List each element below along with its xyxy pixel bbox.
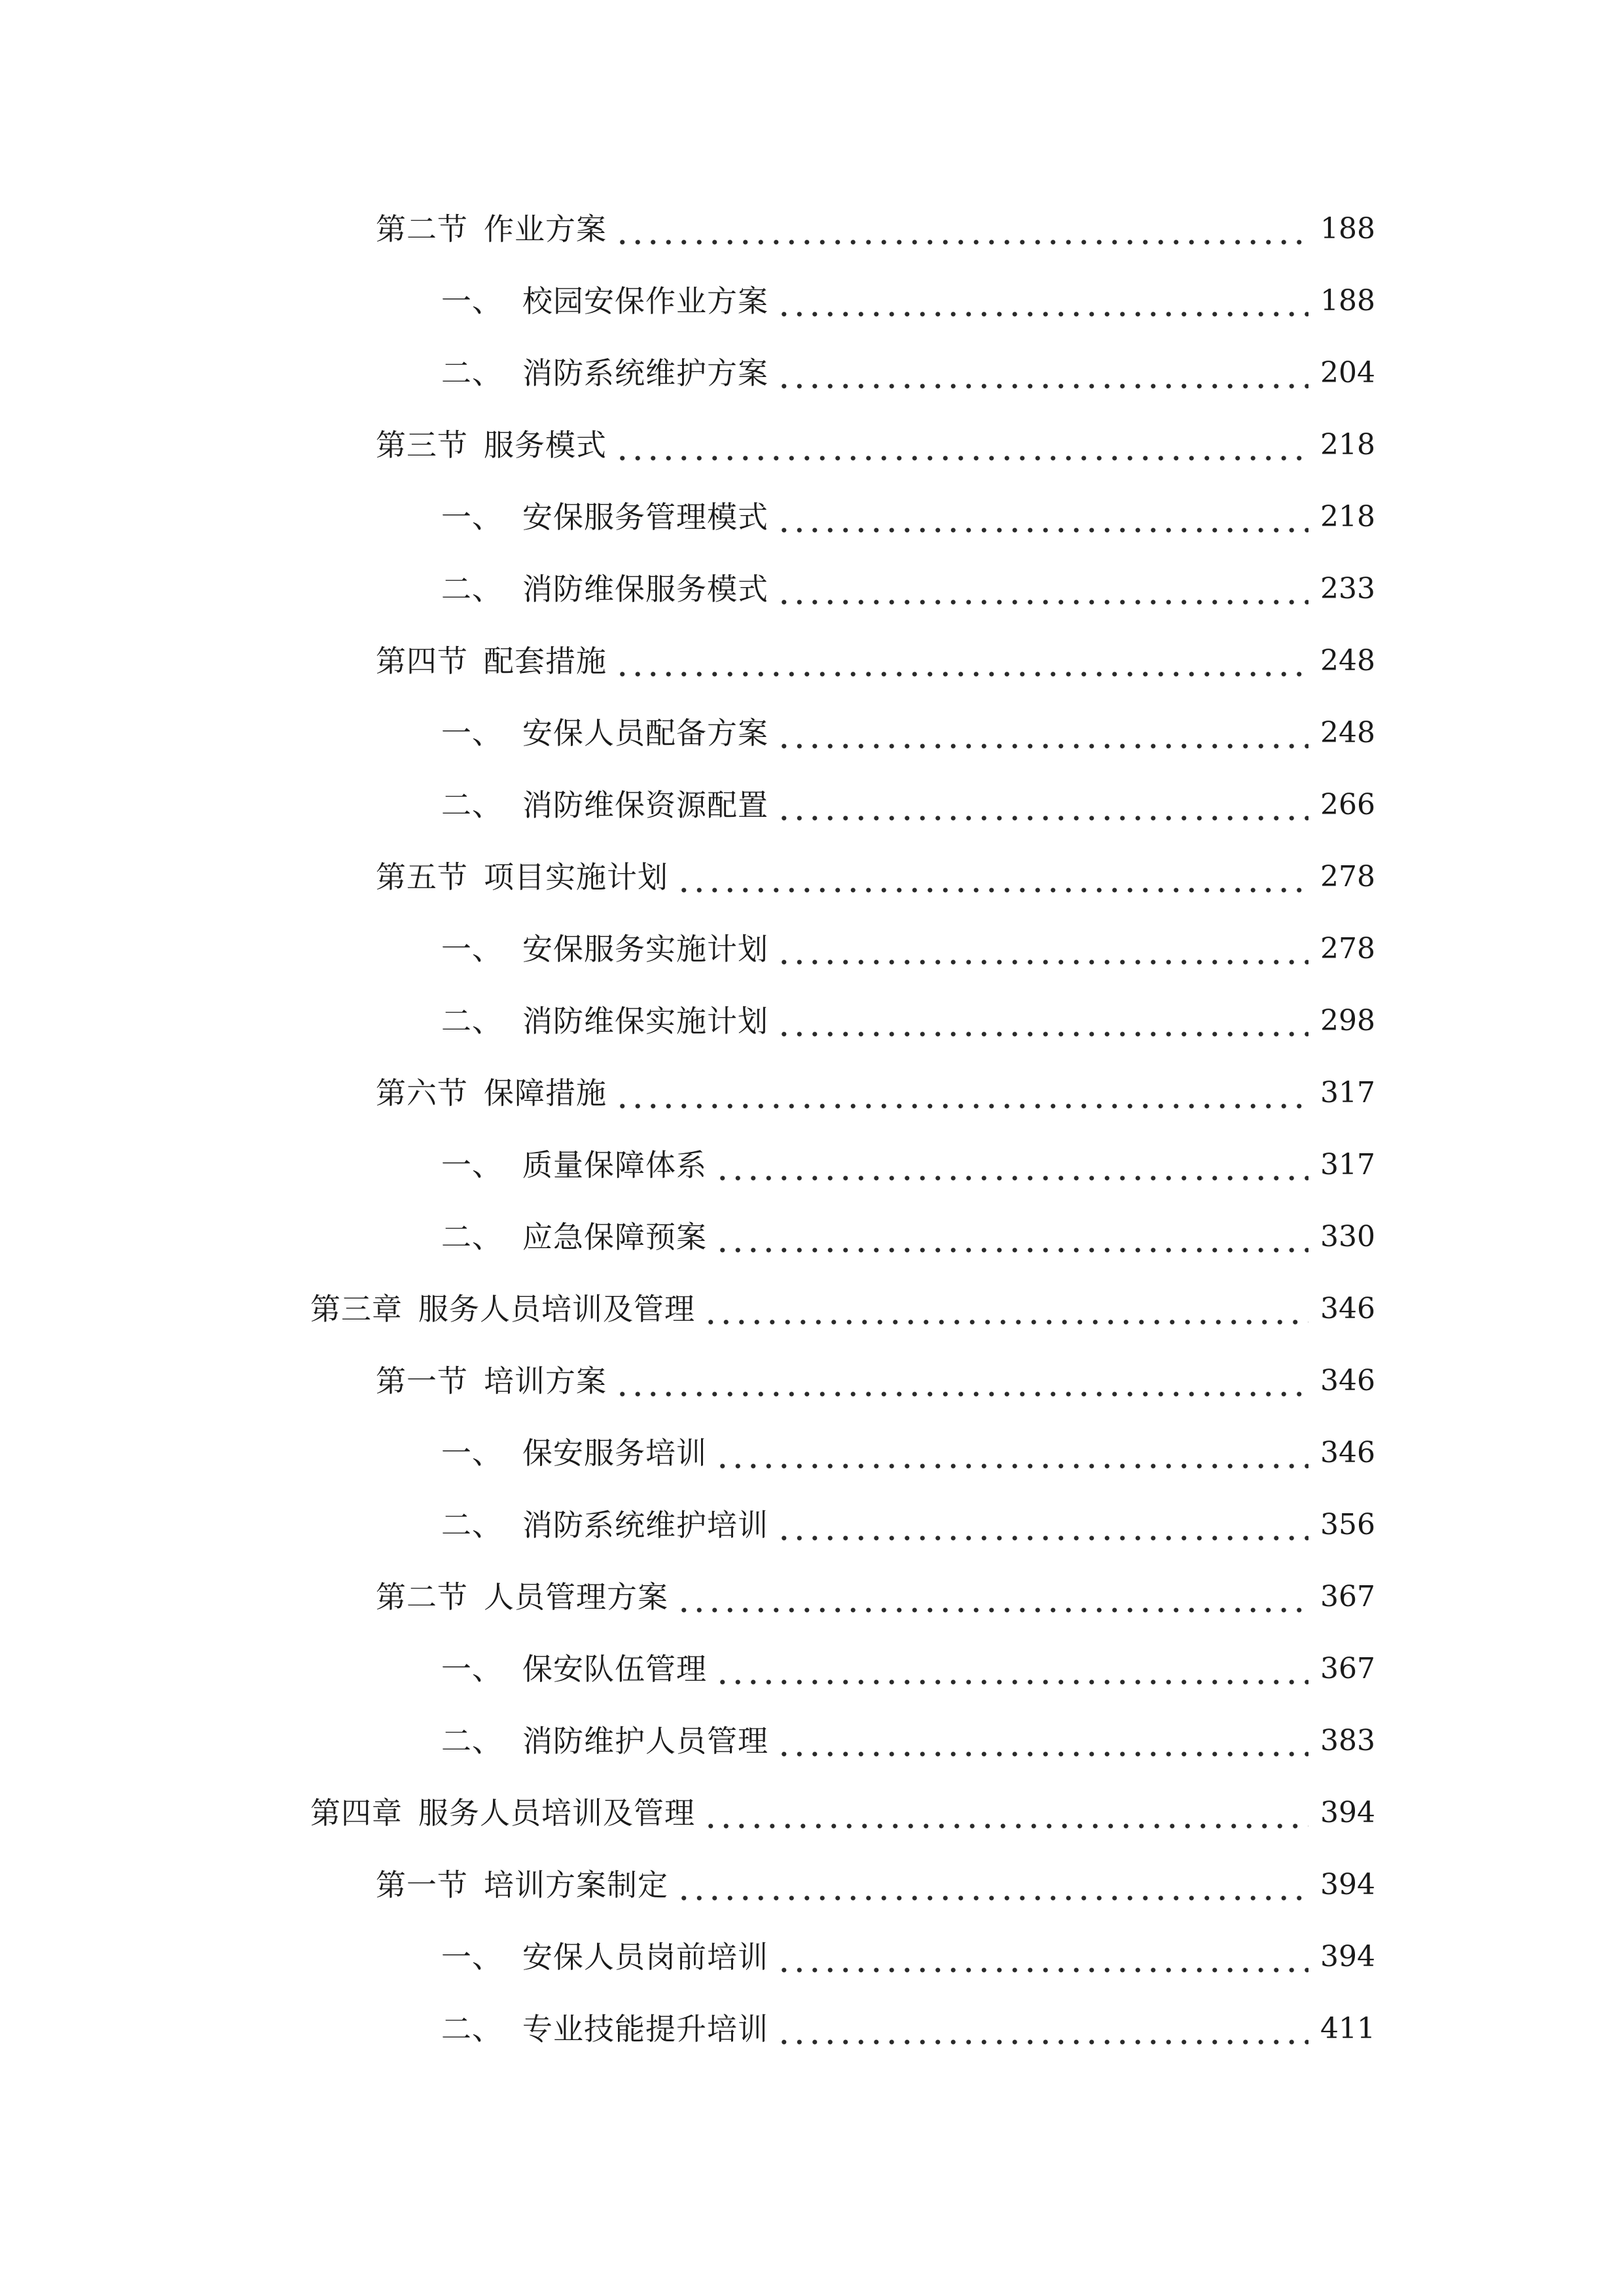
toc-dot-leader: [776, 275, 1308, 327]
toc-entry-page: 394: [1320, 1940, 1375, 1973]
toc-entry-page: 383: [1320, 1724, 1375, 1757]
toc-entry-title: 应急保障预案: [522, 1219, 707, 1255]
toc-entry-title: 消防维保实施计划: [522, 1003, 768, 1039]
toc-dot-leader: [776, 563, 1308, 615]
toc-dot-leader: [615, 419, 1308, 471]
toc-entry-prefix: 一、: [441, 283, 503, 319]
toc-entry-prefix: 二、: [441, 787, 503, 823]
toc-entry-page: 367: [1320, 1652, 1375, 1685]
toc-entry-prefix: 二、: [441, 2011, 503, 2047]
toc-entry-prefix: 第一节: [376, 1363, 468, 1399]
toc-entry-page: 233: [1320, 572, 1375, 605]
toc-entry-prefix: 二、: [441, 571, 503, 607]
toc-entry-section[interactable]: [376, 1571, 1374, 1623]
toc-entry-title: 消防维护人员管理: [522, 1723, 768, 1759]
toc-dot-leader: [776, 1499, 1308, 1551]
toc-entry-page: 278: [1320, 932, 1375, 965]
toc-entry-page: 394: [1320, 1868, 1375, 1901]
toc-entry-item[interactable]: [441, 1499, 1374, 1551]
toc-dot-leader: [776, 491, 1308, 543]
toc-entry-title: 保安队伍管理: [522, 1651, 707, 1687]
toc-entry-prefix: 第四章: [310, 1795, 403, 1831]
toc-dot-leader: [676, 1571, 1308, 1623]
toc-entry-prefix: 一、: [441, 1147, 503, 1183]
toc-dot-leader: [776, 923, 1308, 975]
toc-entry-title: 消防系统维护方案: [522, 355, 768, 391]
toc-entry-prefix: 第四节: [376, 643, 468, 679]
toc-entry-prefix: 第五节: [376, 859, 468, 895]
toc-entry-title: 专业技能提升培训: [522, 2011, 768, 2047]
toc-entry-title: 安保人员岗前培训: [522, 1939, 768, 1975]
toc-dot-leader: [615, 203, 1308, 255]
toc-entry-title: 作业方案: [484, 211, 607, 247]
toc-entry-section[interactable]: [376, 635, 1374, 687]
toc-entry-prefix: 第三章: [310, 1291, 403, 1327]
toc-entry-page: 278: [1320, 860, 1375, 893]
toc-dot-leader: [703, 1283, 1308, 1335]
toc-dot-leader: [676, 1859, 1308, 1911]
toc-entry-item[interactable]: [441, 923, 1374, 975]
toc-entry-prefix: 一、: [441, 1435, 503, 1471]
toc-entry-title: 消防系统维护培训: [522, 1507, 768, 1543]
toc-entry-page: 188: [1320, 212, 1375, 245]
toc-entry-title: 培训方案: [484, 1363, 607, 1399]
toc-entry-page: 218: [1320, 500, 1375, 533]
toc-entry-title: 保安服务培训: [522, 1435, 707, 1471]
toc-entry-page: 411: [1320, 2012, 1375, 2045]
toc-dot-leader: [776, 2003, 1308, 2055]
toc-entry-title: 服务人员培训及管理: [418, 1291, 695, 1327]
toc-entry-section[interactable]: [376, 203, 1374, 255]
toc-entry-prefix: 二、: [441, 1003, 503, 1039]
toc-entry-title: 质量保障体系: [522, 1147, 707, 1183]
toc-entry-page: 248: [1320, 644, 1375, 677]
toc-dot-leader: [615, 635, 1308, 687]
toc-entry-prefix: 第二节: [376, 211, 468, 247]
toc-entry-item[interactable]: [441, 2003, 1374, 2055]
toc-dot-leader: [715, 1211, 1308, 1263]
toc-entry-page: 317: [1320, 1148, 1375, 1181]
toc-entry-page: 346: [1320, 1364, 1375, 1397]
toc-entry-title: 服务模式: [484, 427, 607, 463]
toc-entry-page: 356: [1320, 1508, 1375, 1541]
toc-entry-title: 安保服务实施计划: [522, 931, 768, 967]
toc-entry-section[interactable]: [376, 1067, 1374, 1119]
toc-entry-page: 317: [1320, 1076, 1375, 1109]
toc-entry-title: 保障措施: [484, 1075, 607, 1111]
toc-dot-leader: [715, 1643, 1308, 1695]
toc-entry-item[interactable]: [441, 1715, 1374, 1767]
toc-dot-leader: [703, 1787, 1308, 1839]
toc-entry-page: 204: [1320, 356, 1375, 389]
toc-entry-prefix: 一、: [441, 499, 503, 535]
toc-entry-chapter[interactable]: [310, 1787, 1374, 1839]
toc-entry-prefix: 二、: [441, 355, 503, 391]
toc-entry-prefix: 第六节: [376, 1075, 468, 1111]
toc-entry-section[interactable]: [376, 419, 1374, 471]
toc-entry-item[interactable]: [441, 275, 1374, 327]
toc-entry-page: 248: [1320, 716, 1375, 749]
toc-entry-item[interactable]: [441, 1211, 1374, 1263]
toc-entry-title: 安保人员配备方案: [522, 715, 768, 751]
toc-entry-item[interactable]: [441, 1931, 1374, 1983]
toc-entry-prefix: 一、: [441, 1651, 503, 1687]
toc-dot-leader: [776, 1715, 1308, 1767]
toc-entry-item[interactable]: [441, 995, 1374, 1047]
toc-dot-leader: [615, 1355, 1308, 1407]
toc-dot-leader: [776, 779, 1308, 831]
toc-entry-prefix: 第二节: [376, 1579, 468, 1615]
toc-entry-section[interactable]: [376, 1859, 1374, 1911]
toc-entry-title: 配套措施: [484, 643, 607, 679]
toc-entry-page: 188: [1320, 284, 1375, 317]
toc-entry-title: 消防维保服务模式: [522, 571, 768, 607]
toc-dot-leader: [776, 707, 1308, 759]
toc-dot-leader: [615, 1067, 1308, 1119]
toc-entry-prefix: 二、: [441, 1219, 503, 1255]
toc-entry-prefix: 二、: [441, 1723, 503, 1759]
toc-entry-prefix: 一、: [441, 715, 503, 751]
toc-entry-title: 安保服务管理模式: [522, 499, 768, 535]
toc-dot-leader: [715, 1139, 1308, 1191]
toc-entry-title: 培训方案制定: [484, 1867, 668, 1903]
toc-entry-page: 218: [1320, 428, 1375, 461]
toc-entry-title: 服务人员培训及管理: [418, 1795, 695, 1831]
toc-entry-page: 330: [1320, 1220, 1375, 1253]
toc-entry-page: 346: [1320, 1292, 1375, 1325]
toc-entry-page: 394: [1320, 1796, 1375, 1829]
toc-entry-page: 266: [1320, 788, 1375, 821]
toc-entry-prefix: 第一节: [376, 1867, 468, 1903]
toc-entry-title: 项目实施计划: [484, 859, 668, 895]
toc-entry-prefix: 第三节: [376, 427, 468, 463]
toc-entry-page: 346: [1320, 1436, 1375, 1469]
toc-entry-item[interactable]: [441, 347, 1374, 399]
toc-entry-section[interactable]: [376, 1355, 1374, 1407]
toc-entry-section[interactable]: [376, 851, 1374, 903]
toc-dot-leader: [776, 1931, 1308, 1983]
toc-entry-item[interactable]: [441, 1427, 1374, 1479]
toc-dot-leader: [776, 995, 1308, 1047]
toc-entry-page: 298: [1320, 1004, 1375, 1037]
toc-entry-item[interactable]: [441, 1643, 1374, 1695]
toc-entry-item[interactable]: [441, 1139, 1374, 1191]
toc-entry-item[interactable]: [441, 491, 1374, 543]
toc-entry-prefix: 二、: [441, 1507, 503, 1543]
toc-dot-leader: [676, 851, 1308, 903]
toc-entry-title: 人员管理方案: [484, 1579, 668, 1615]
toc-entry-item[interactable]: [441, 707, 1374, 759]
toc-dot-leader: [715, 1427, 1308, 1479]
toc-entry-page: 367: [1320, 1580, 1375, 1613]
toc-entry-title: 校园安保作业方案: [522, 283, 768, 319]
toc-entry-prefix: 一、: [441, 1939, 503, 1975]
toc-entry-chapter[interactable]: [310, 1283, 1374, 1335]
toc-entry-prefix: 一、: [441, 931, 503, 967]
toc-entry-title: 消防维保资源配置: [522, 787, 768, 823]
toc-entry-item[interactable]: [441, 779, 1374, 831]
toc-entry-item[interactable]: [441, 563, 1374, 615]
toc-dot-leader: [776, 347, 1308, 399]
